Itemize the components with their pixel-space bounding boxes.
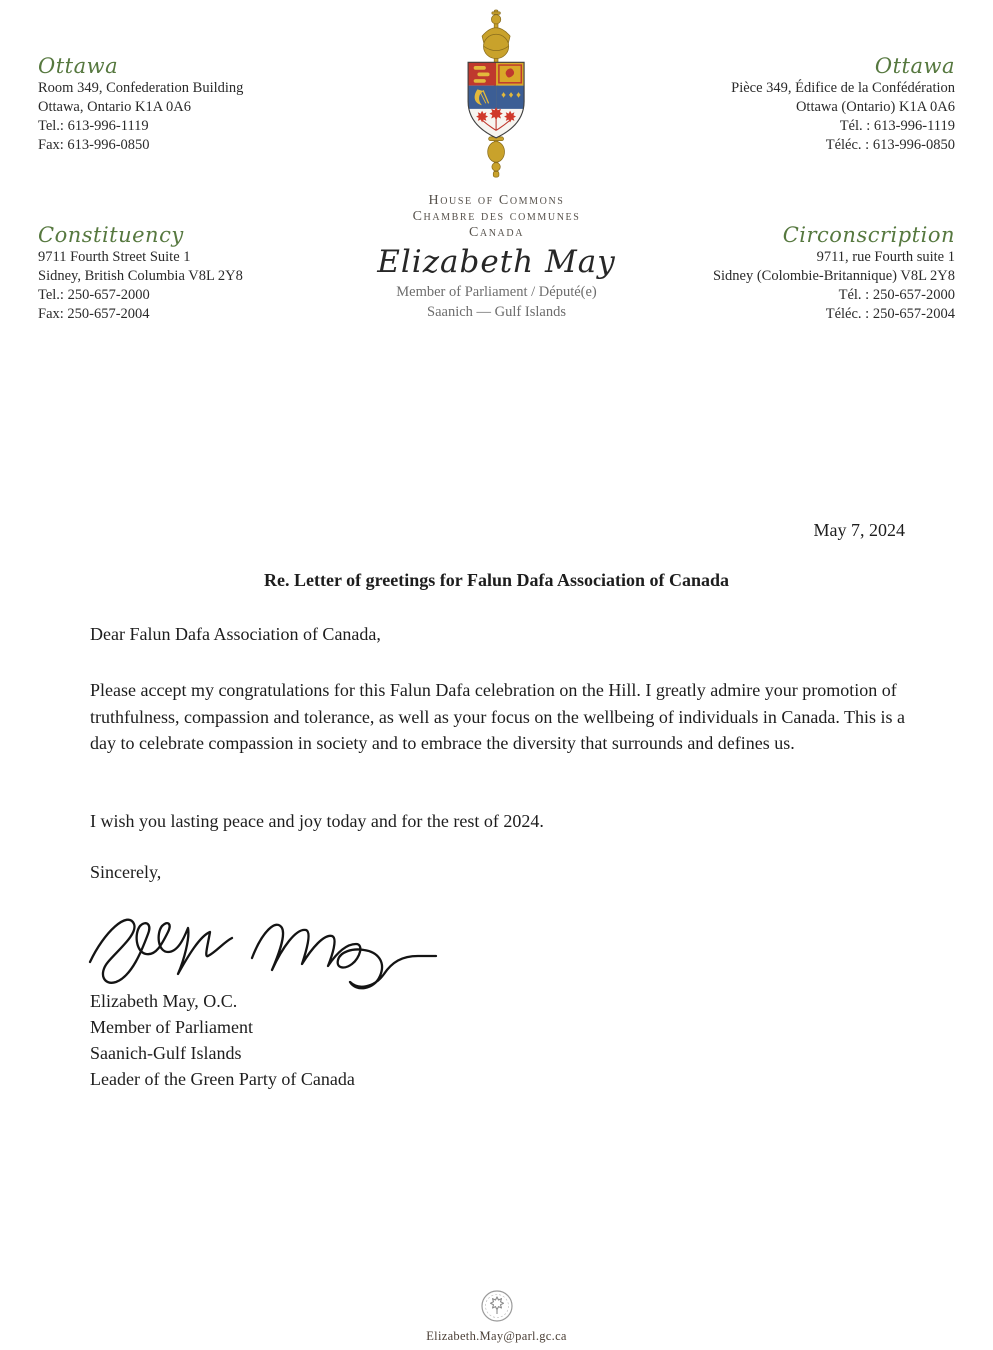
org-name-lines (413, 193, 581, 241)
address-line: 9711 Fourth Street Suite 1 (38, 249, 191, 265)
address-line: Tel.: 250-657-2000 (38, 287, 150, 303)
address-line: Tel.: 613-996-1119 (38, 118, 149, 134)
member-name: Elizabeth May (377, 244, 616, 280)
signatory-title: Member of Parliament (90, 1017, 253, 1037)
address-ottawa-en (38, 54, 244, 155)
member-riding: Saanich — Gulf Islands (427, 304, 566, 320)
address-line: Tél. : 613-996-1119 (839, 118, 955, 134)
address-title-constituency-fr: Circonscription (782, 223, 955, 247)
address-line: Pièce 349, Édifice de la Confédération (731, 80, 955, 96)
address-title-ottawa-fr: Ottawa (874, 54, 955, 78)
signature-block (90, 988, 355, 1092)
address-line: 9711, rue Fourth suite 1 (816, 249, 955, 265)
address-title-ottawa-en: Ottawa (38, 54, 119, 78)
org-line-canada: Canada (468, 225, 525, 240)
letter-subject: Re. Letter of greetings for Falun Dafa Association of Canada (264, 570, 729, 590)
letter-paragraph: I wish you lasting peace and joy today and for the rest of 2024. (90, 811, 544, 831)
address-line: Sidney (Colombie-Britannique) V8L 2Y8 (712, 268, 955, 284)
address-line: Téléc. : 613-996-0850 (825, 137, 955, 153)
org-line-fr: Chambre des communes (412, 209, 581, 224)
contact-email: Elizabeth.May@parl.gc.ca (426, 1329, 567, 1343)
signatory-party-role: Leader of the Green Party of Canada (90, 1069, 355, 1089)
address-title-constituency-en: Constituency (38, 223, 184, 247)
address-constituency-fr (712, 223, 955, 324)
address-constituency-en (38, 223, 243, 324)
address-ottawa-fr (731, 54, 955, 155)
address-line: Fax: 250-657-2004 (38, 306, 150, 322)
member-identity (377, 244, 615, 322)
org-line-en: House of Commons (428, 193, 565, 208)
address-line: Téléc. : 250-657-2004 (825, 306, 955, 322)
handwritten-signature (84, 898, 444, 998)
address-line: Ottawa (Ontario) K1A 0A6 (795, 99, 955, 115)
letter-salutation: Dear Falun Dafa Association of Canada, (90, 624, 381, 644)
letter-date: May 7, 2024 (813, 520, 905, 540)
address-line: Fax: 613-996-0850 (38, 137, 150, 153)
address-line: Tél. : 250-657-2000 (838, 287, 955, 303)
signatory-riding: Saanich-Gulf Islands (90, 1043, 242, 1063)
letter-paragraph: Please accept my congratulations for this Falun Dafa celebration on the Hill. I greatly admire your promotion of truthfulness, compassion and tolerance, as well as your focus on the wellbeing of individuals in Canada. This is a day to celebrate compassion in society and to embrace the diversity that surrounds and defines us. (90, 680, 905, 753)
address-line: Sidney, British Columbia V8L 2Y8 (38, 268, 243, 284)
address-line: Room 349, Confederation Building (38, 80, 244, 96)
house-of-commons-crest-icon (441, 6, 553, 182)
letter-closing: Sincerely, (90, 862, 162, 882)
letterhead-center (413, 6, 581, 241)
recycled-maple-leaf-icon (477, 1286, 517, 1326)
signatory-name: Elizabeth May, O.C. (90, 991, 238, 1011)
member-role: Member of Parliament / Député(e) (396, 284, 597, 300)
address-line: Ottawa, Ontario K1A 0A6 (38, 99, 192, 115)
